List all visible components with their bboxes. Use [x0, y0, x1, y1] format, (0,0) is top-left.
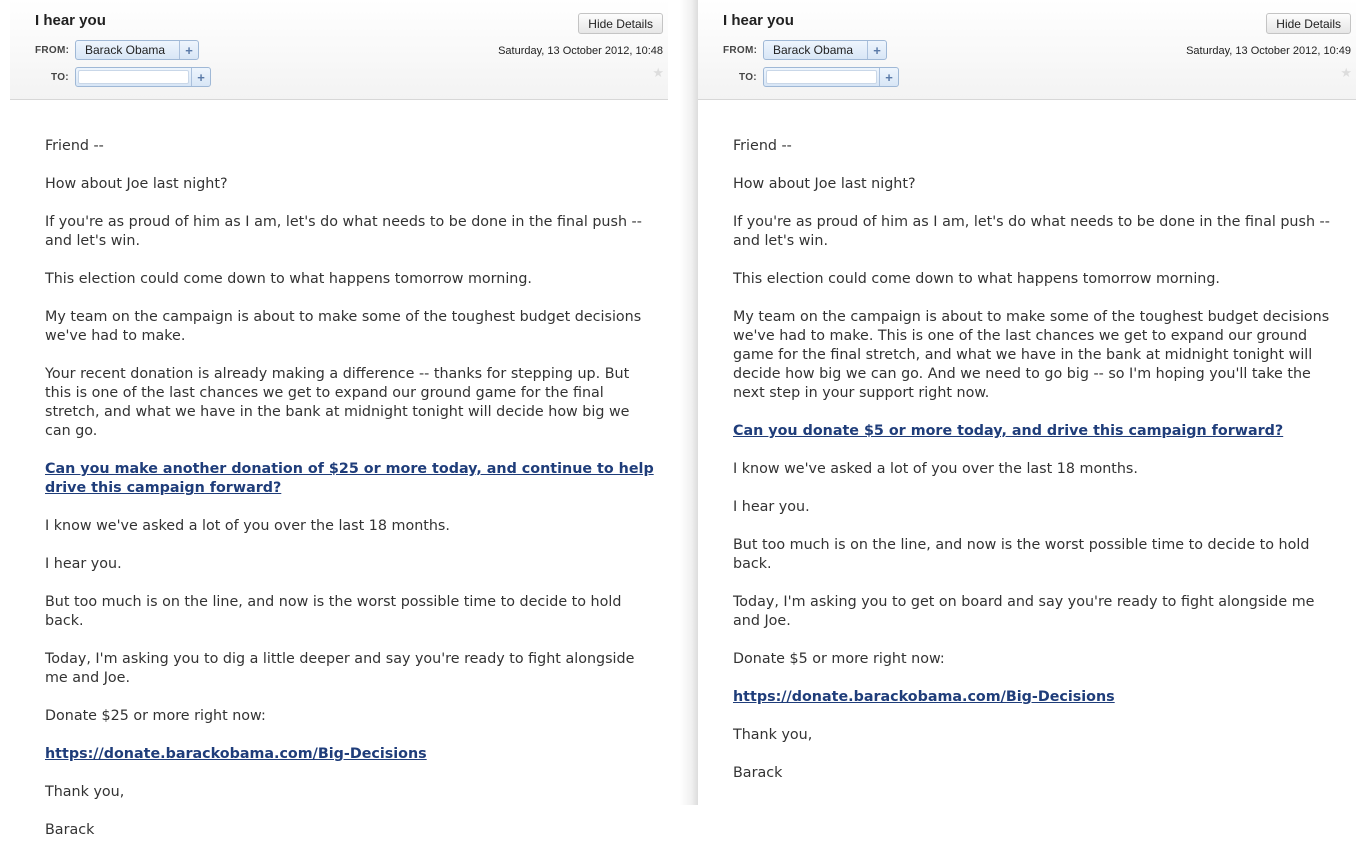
body-paragraph: Your recent donation is already making a difference -- thanks for stepping up. But this is one of the last chances we get to expand our ground game for the final stretch, and what we have in the bank at midnight tonight will decide how big we can go. — [45, 366, 630, 439]
body-paragraph: Friend -- — [45, 138, 104, 154]
body-paragraph: But too much is on the line, and now is the worst possible time to decide to hold back. — [733, 537, 1310, 572]
body-paragraph: How about Joe last night? — [45, 176, 228, 192]
body-paragraph: But too much is on the line, and now is the worst possible time to decide to hold back. — [45, 594, 622, 629]
body-paragraph: I know we've asked a lot of you over the last 18 months. — [733, 461, 1138, 477]
body-paragraph: This election could come down to what happens tomorrow morning. — [45, 271, 532, 287]
sender-token[interactable] — [75, 40, 199, 60]
donate-url-link[interactable]: https://donate.barackobama.com/Big-Decisions — [733, 689, 1115, 705]
body-paragraph: I hear you. — [45, 556, 122, 572]
email-subject: I hear you — [35, 12, 106, 29]
signature: Barack — [733, 765, 783, 781]
recipient-input[interactable] — [766, 70, 877, 84]
body-paragraph: Donate $5 or more right now: — [733, 651, 945, 667]
sender-name[interactable]: Barack Obama — [773, 43, 854, 57]
add-icon[interactable]: + — [867, 41, 886, 59]
add-icon[interactable]: + — [179, 41, 198, 59]
body-paragraph: This election could come down to what happens tomorrow morning. — [733, 271, 1220, 287]
donate-url-link[interactable]: https://donate.barackobama.com/Big-Decisions — [45, 746, 427, 762]
recipient-input[interactable] — [78, 70, 189, 84]
email-date: Saturday, 13 October 2012, 10:48 — [498, 45, 663, 57]
body-paragraph: Today, I'm asking you to dig a little deeper and say you're ready to fight alongside me and Joe. — [45, 651, 635, 686]
body-paragraph: My team on the campaign is about to make some of the toughest budget decisions we've had to make. This is one of the last chances we get to expand our ground game for the final stretch, and what we have in the bank at midnight tonight will decide how big we can go. And we need to go big -- so I'm hoping you'll take the next step in your support right now. — [733, 309, 1330, 401]
email-date: Saturday, 13 October 2012, 10:49 — [1186, 45, 1351, 57]
from-label: FROM: — [35, 45, 70, 56]
body-paragraph: I hear you. — [733, 499, 810, 515]
email-pane-left — [10, 0, 668, 865]
to-label: TO: — [739, 72, 757, 83]
to-label: TO: — [51, 72, 69, 83]
star-icon[interactable]: ★ — [1340, 66, 1352, 81]
add-icon[interactable]: + — [879, 68, 898, 86]
body-paragraph: Thank you, — [733, 727, 813, 743]
body-paragraph: If you're as proud of him as I am, let's do what needs to be done in the final push -- and let's win. — [733, 214, 1330, 249]
body-paragraph: Thank you, — [45, 784, 125, 800]
donate-link[interactable]: Can you make another donation of $25 or more today, and continue to help drive this campaign forward? — [45, 461, 654, 496]
sender-token[interactable] — [763, 40, 887, 60]
add-icon[interactable]: + — [191, 68, 210, 86]
recipient-field[interactable] — [763, 67, 899, 87]
body-paragraph: My team on the campaign is about to make some of the toughest budget decisions we've had to make. — [45, 309, 642, 344]
email-body — [45, 137, 655, 859]
email-subject: I hear you — [723, 12, 794, 29]
body-paragraph: I know we've asked a lot of you over the last 18 months. — [45, 518, 450, 534]
pane-divider — [680, 0, 698, 805]
signature: Barack — [45, 822, 95, 838]
body-paragraph: How about Joe last night? — [733, 176, 916, 192]
star-icon[interactable]: ★ — [652, 66, 664, 81]
hide-details-button[interactable]: Hide Details — [578, 13, 663, 34]
email-header — [698, 0, 1356, 100]
body-paragraph: If you're as proud of him as I am, let's do what needs to be done in the final push -- and let's win. — [45, 214, 642, 249]
body-paragraph: Friend -- — [733, 138, 792, 154]
hide-details-button[interactable]: Hide Details — [1266, 13, 1351, 34]
email-pane-right — [698, 0, 1356, 805]
email-header — [10, 0, 668, 100]
body-paragraph: Donate $25 or more right now: — [45, 708, 266, 724]
body-paragraph: Today, I'm asking you to get on board and say you're ready to fight alongside me and Joe. — [733, 594, 1315, 629]
from-label: FROM: — [723, 45, 758, 56]
donate-link[interactable]: Can you donate $5 or more today, and drive this campaign forward? — [733, 423, 1284, 439]
email-body — [733, 137, 1343, 802]
sender-name[interactable]: Barack Obama — [85, 43, 166, 57]
recipient-field[interactable] — [75, 67, 211, 87]
